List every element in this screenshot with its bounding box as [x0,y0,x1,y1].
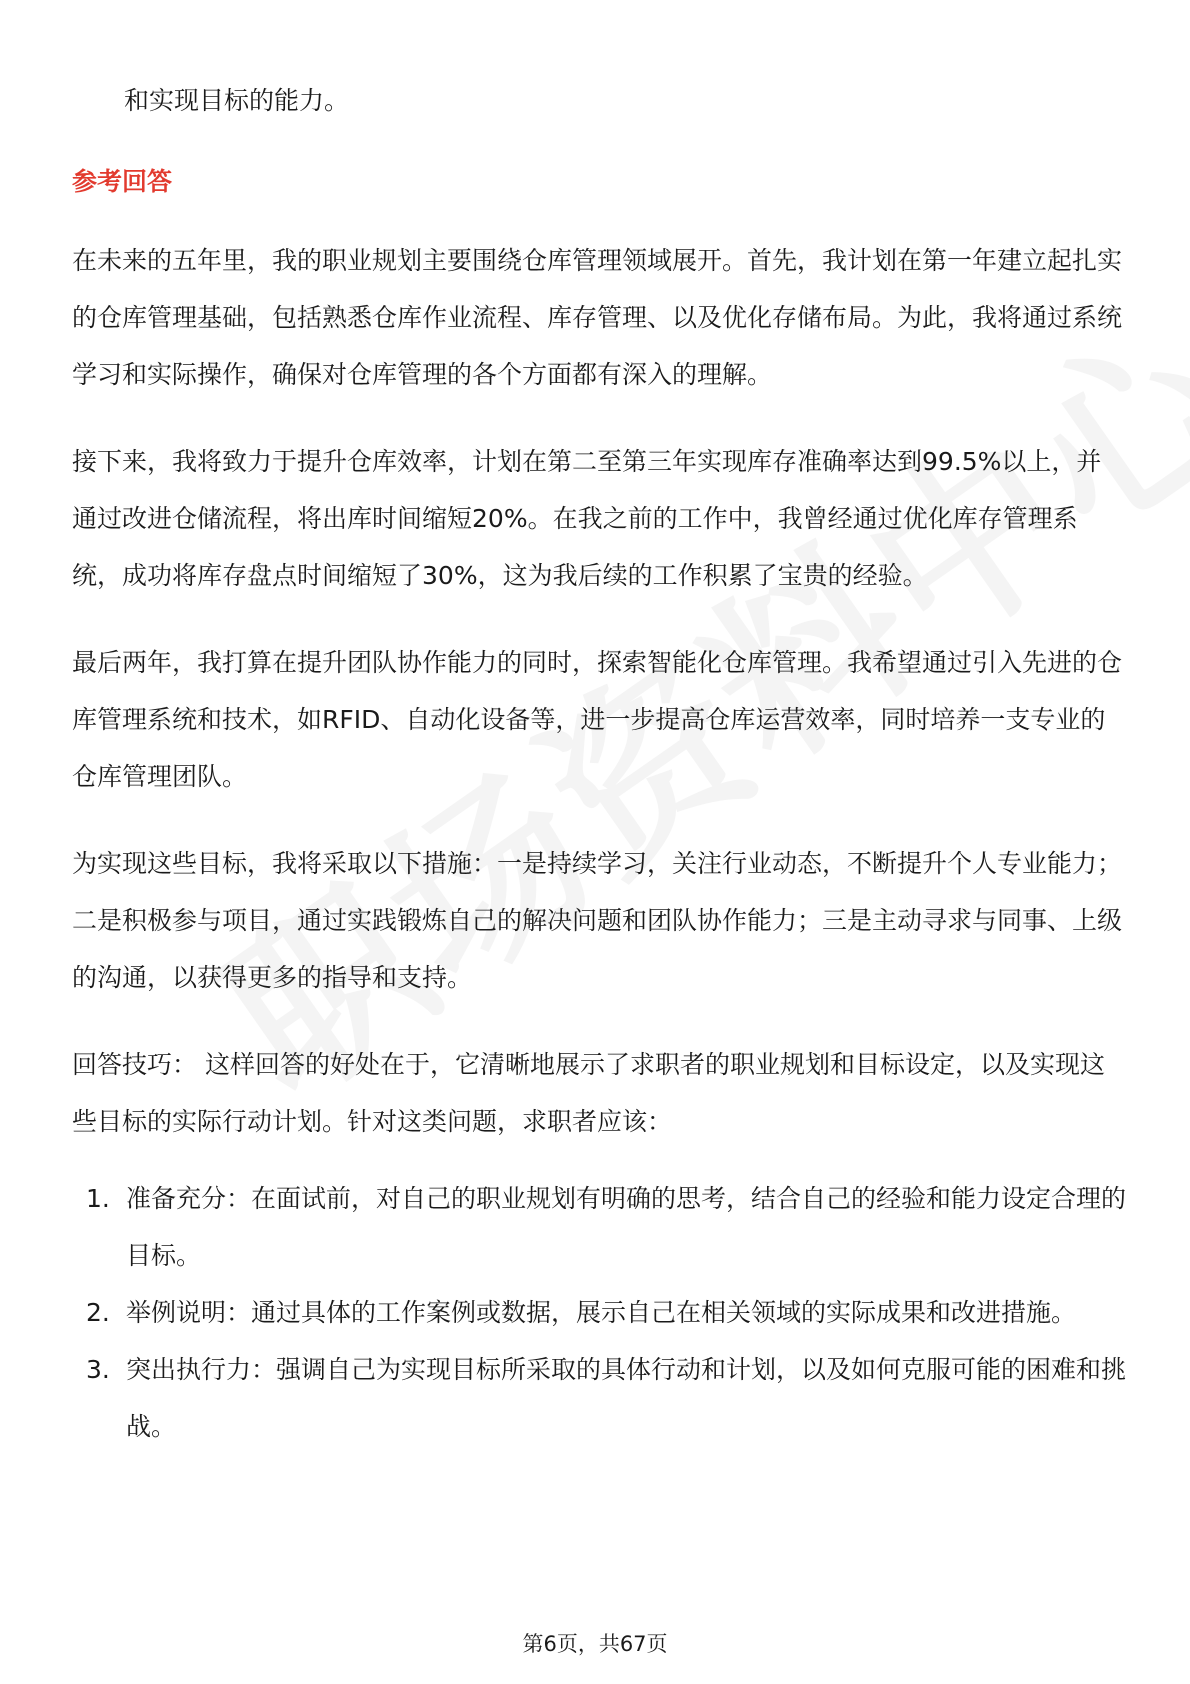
list-item-text: 举例说明：通过具体的工作案例或数据，展示自己在相关领域的实际成果和改进措施。 [126,1298,1077,1327]
list-item-text: 准备充分：在面试前，对自己的职业规划有明确的思考，结合自己的经验和能力设定合理的目标。 [126,1184,1127,1270]
list-item-number: 3. [86,1355,110,1384]
section-title: 参考回答 [72,167,173,196]
page-footer: 第6页，共67页 [522,1632,668,1656]
page-content [72,72,1126,1455]
answer-tip: 回答技巧： 这样回答的好处在于，它清晰地展示了求职者的职业规划和目标设定，以及实现这些目标的实际行动计划。针对这类问题，求职者应该： [72,1050,1105,1136]
paragraph-4: 为实现这些目标，我将采取以下措施：一是持续学习，关注行业动态，不断提升个人专业能力；二是积极参与项目，通过实践锻炼自己的解决问题和团队协作能力；三是主动寻求与同事、上级的沟通，以获得更多的指导和支持。 [72,849,1123,992]
list-item-number: 2. [86,1298,110,1327]
list-item [72,1341,1126,1455]
list-item-text: 突出执行力：强调自己为实现目标所采取的具体行动和计划，以及如何克服可能的困难和挑战。 [126,1355,1127,1441]
paragraph-3: 最后两年，我打算在提升团队协作能力的同时，探索智能化仓库管理。我希望通过引入先进的仓库管理系统和技术，如RFID、自动化设备等，进一步提高仓库运营效率，同时培养一支专业的仓库管理团队。 [72,648,1123,791]
list-item [72,1284,1126,1341]
paragraph-1: 在未来的五年里，我的职业规划主要围绕仓库管理领域展开。首先，我计划在第一年建立起扎实的仓库管理基础，包括熟悉仓库作业流程、库存管理、以及优化存储布局。为此，我将通过系统学习和实际操作，确保对仓库管理的各个方面都有深入的理解。 [72,246,1123,389]
tips-list [72,1170,1126,1455]
intro-continuation: 和实现目标的能力。 [124,86,350,115]
paragraph-2: 接下来，我将致力于提升仓库效率，计划在第二至第三年实现库存准确率达到99.5%以上，并通过改进仓储流程，将出库时间缩短20%。在我之前的工作中，我曾经通过优化库存管理系统，成功将库存盘点时间缩短了30%，这为我后续的工作积累了宝贵的经验。 [72,447,1102,590]
list-item [72,1170,1126,1284]
list-item-number: 1. [86,1184,110,1213]
